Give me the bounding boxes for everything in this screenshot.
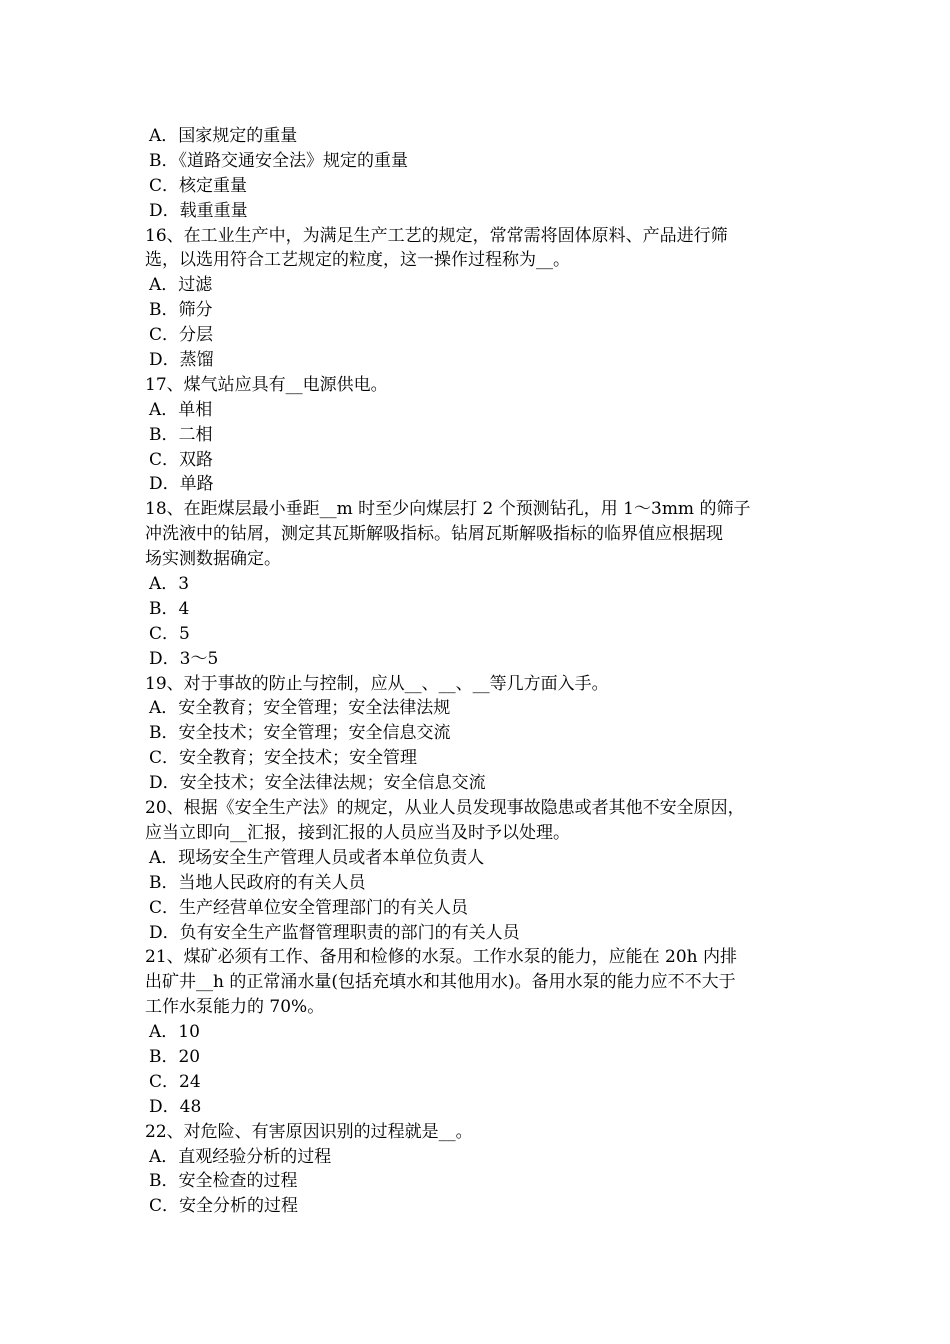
option-line: B．4 bbox=[149, 598, 190, 619]
option-line: A．过滤 bbox=[149, 275, 213, 296]
option-line: B．安全技术；安全管理；安全信息交流 bbox=[149, 723, 451, 744]
option-line: C．双路 bbox=[149, 449, 214, 470]
option-line: C．分层 bbox=[149, 325, 214, 346]
option-line: C．生产经营单位安全管理部门的有关人员 bbox=[149, 897, 469, 918]
option-line: D．蒸馏 bbox=[149, 350, 214, 371]
option-line: D．48 bbox=[149, 1096, 202, 1117]
option-line: B．20 bbox=[149, 1046, 201, 1067]
question-line: 22、对危险、有害原因识别的过程就是__。 bbox=[145, 1121, 473, 1142]
option-line: C．安全分析的过程 bbox=[149, 1196, 299, 1217]
question-line: 工作水泵能力的 70%。 bbox=[145, 997, 325, 1018]
question-line: 场实测数据确定。 bbox=[145, 549, 281, 570]
option-line: B．筛分 bbox=[149, 300, 213, 321]
option-line: C．核定重量 bbox=[149, 175, 248, 196]
option-line: C．5 bbox=[149, 623, 190, 644]
question-line: 应当立即向__汇报，接到汇报的人员应当及时予以处理。 bbox=[145, 822, 570, 843]
option-line: B．二相 bbox=[149, 424, 213, 445]
option-line: A．现场安全生产管理人员或者本单位负责人 bbox=[149, 847, 485, 868]
question-line: 冲洗液中的钻屑，测定其瓦斯解吸指标。钻屑瓦斯解吸指标的临界值应根据现 bbox=[145, 524, 723, 545]
option-line: D．单路 bbox=[149, 474, 214, 495]
option-line: D．负有安全生产监督管理职责的部门的有关人员 bbox=[149, 922, 520, 943]
question-line: 17、煤气站应具有__电源供电。 bbox=[145, 374, 388, 395]
option-line: C．24 bbox=[149, 1071, 201, 1092]
option-line: D．载重重量 bbox=[149, 200, 248, 221]
option-line: A．10 bbox=[149, 1022, 200, 1043]
option-line: D．3～5 bbox=[149, 648, 219, 669]
question-line: 出矿井__h 的正常涌水量(包括充填水和其他用水)。备用水泵的能力应不不大于 bbox=[145, 972, 736, 993]
question-line: 选，以选用符合工艺规定的粒度，这一操作过程称为__。 bbox=[145, 250, 570, 271]
option-line: A．直观经验分析的过程 bbox=[149, 1146, 332, 1167]
question-line: 19、对于事故的防止与控制，应从__、__、__等几方面入手。 bbox=[145, 673, 609, 694]
option-line: B．《道路交通安全法》规定的重量 bbox=[149, 150, 408, 171]
option-line: A．3 bbox=[149, 574, 190, 595]
option-line: B．当地人民政府的有关人员 bbox=[149, 872, 366, 893]
question-line: 21、煤矿必须有工作、备用和检修的水泵。工作水泵的能力，应能在 20h 内排 bbox=[145, 947, 738, 968]
option-line: A．国家规定的重量 bbox=[149, 126, 298, 146]
question-line: 20、根据《安全生产法》的规定，从业人员发现事故隐患或者其他不安全原因， bbox=[145, 798, 745, 819]
document-page bbox=[145, 124, 815, 1219]
option-line: C．安全教育；安全技术；安全管理 bbox=[149, 748, 418, 769]
option-line: D．安全技术；安全法律法规；安全信息交流 bbox=[149, 773, 486, 794]
question-line: 18、在距煤层最小垂距__m 时至少向煤层打 2 个预测钻孔，用 1～3mm 的筛子 bbox=[145, 499, 751, 520]
option-line: A．单相 bbox=[149, 399, 213, 420]
option-line: A．安全教育；安全管理；安全法律法规 bbox=[149, 698, 451, 719]
option-line: B．安全检查的过程 bbox=[149, 1171, 298, 1192]
question-line: 16、在工业生产中，为满足生产工艺的规定，常常需将固体原料、产品进行筛 bbox=[145, 225, 728, 246]
